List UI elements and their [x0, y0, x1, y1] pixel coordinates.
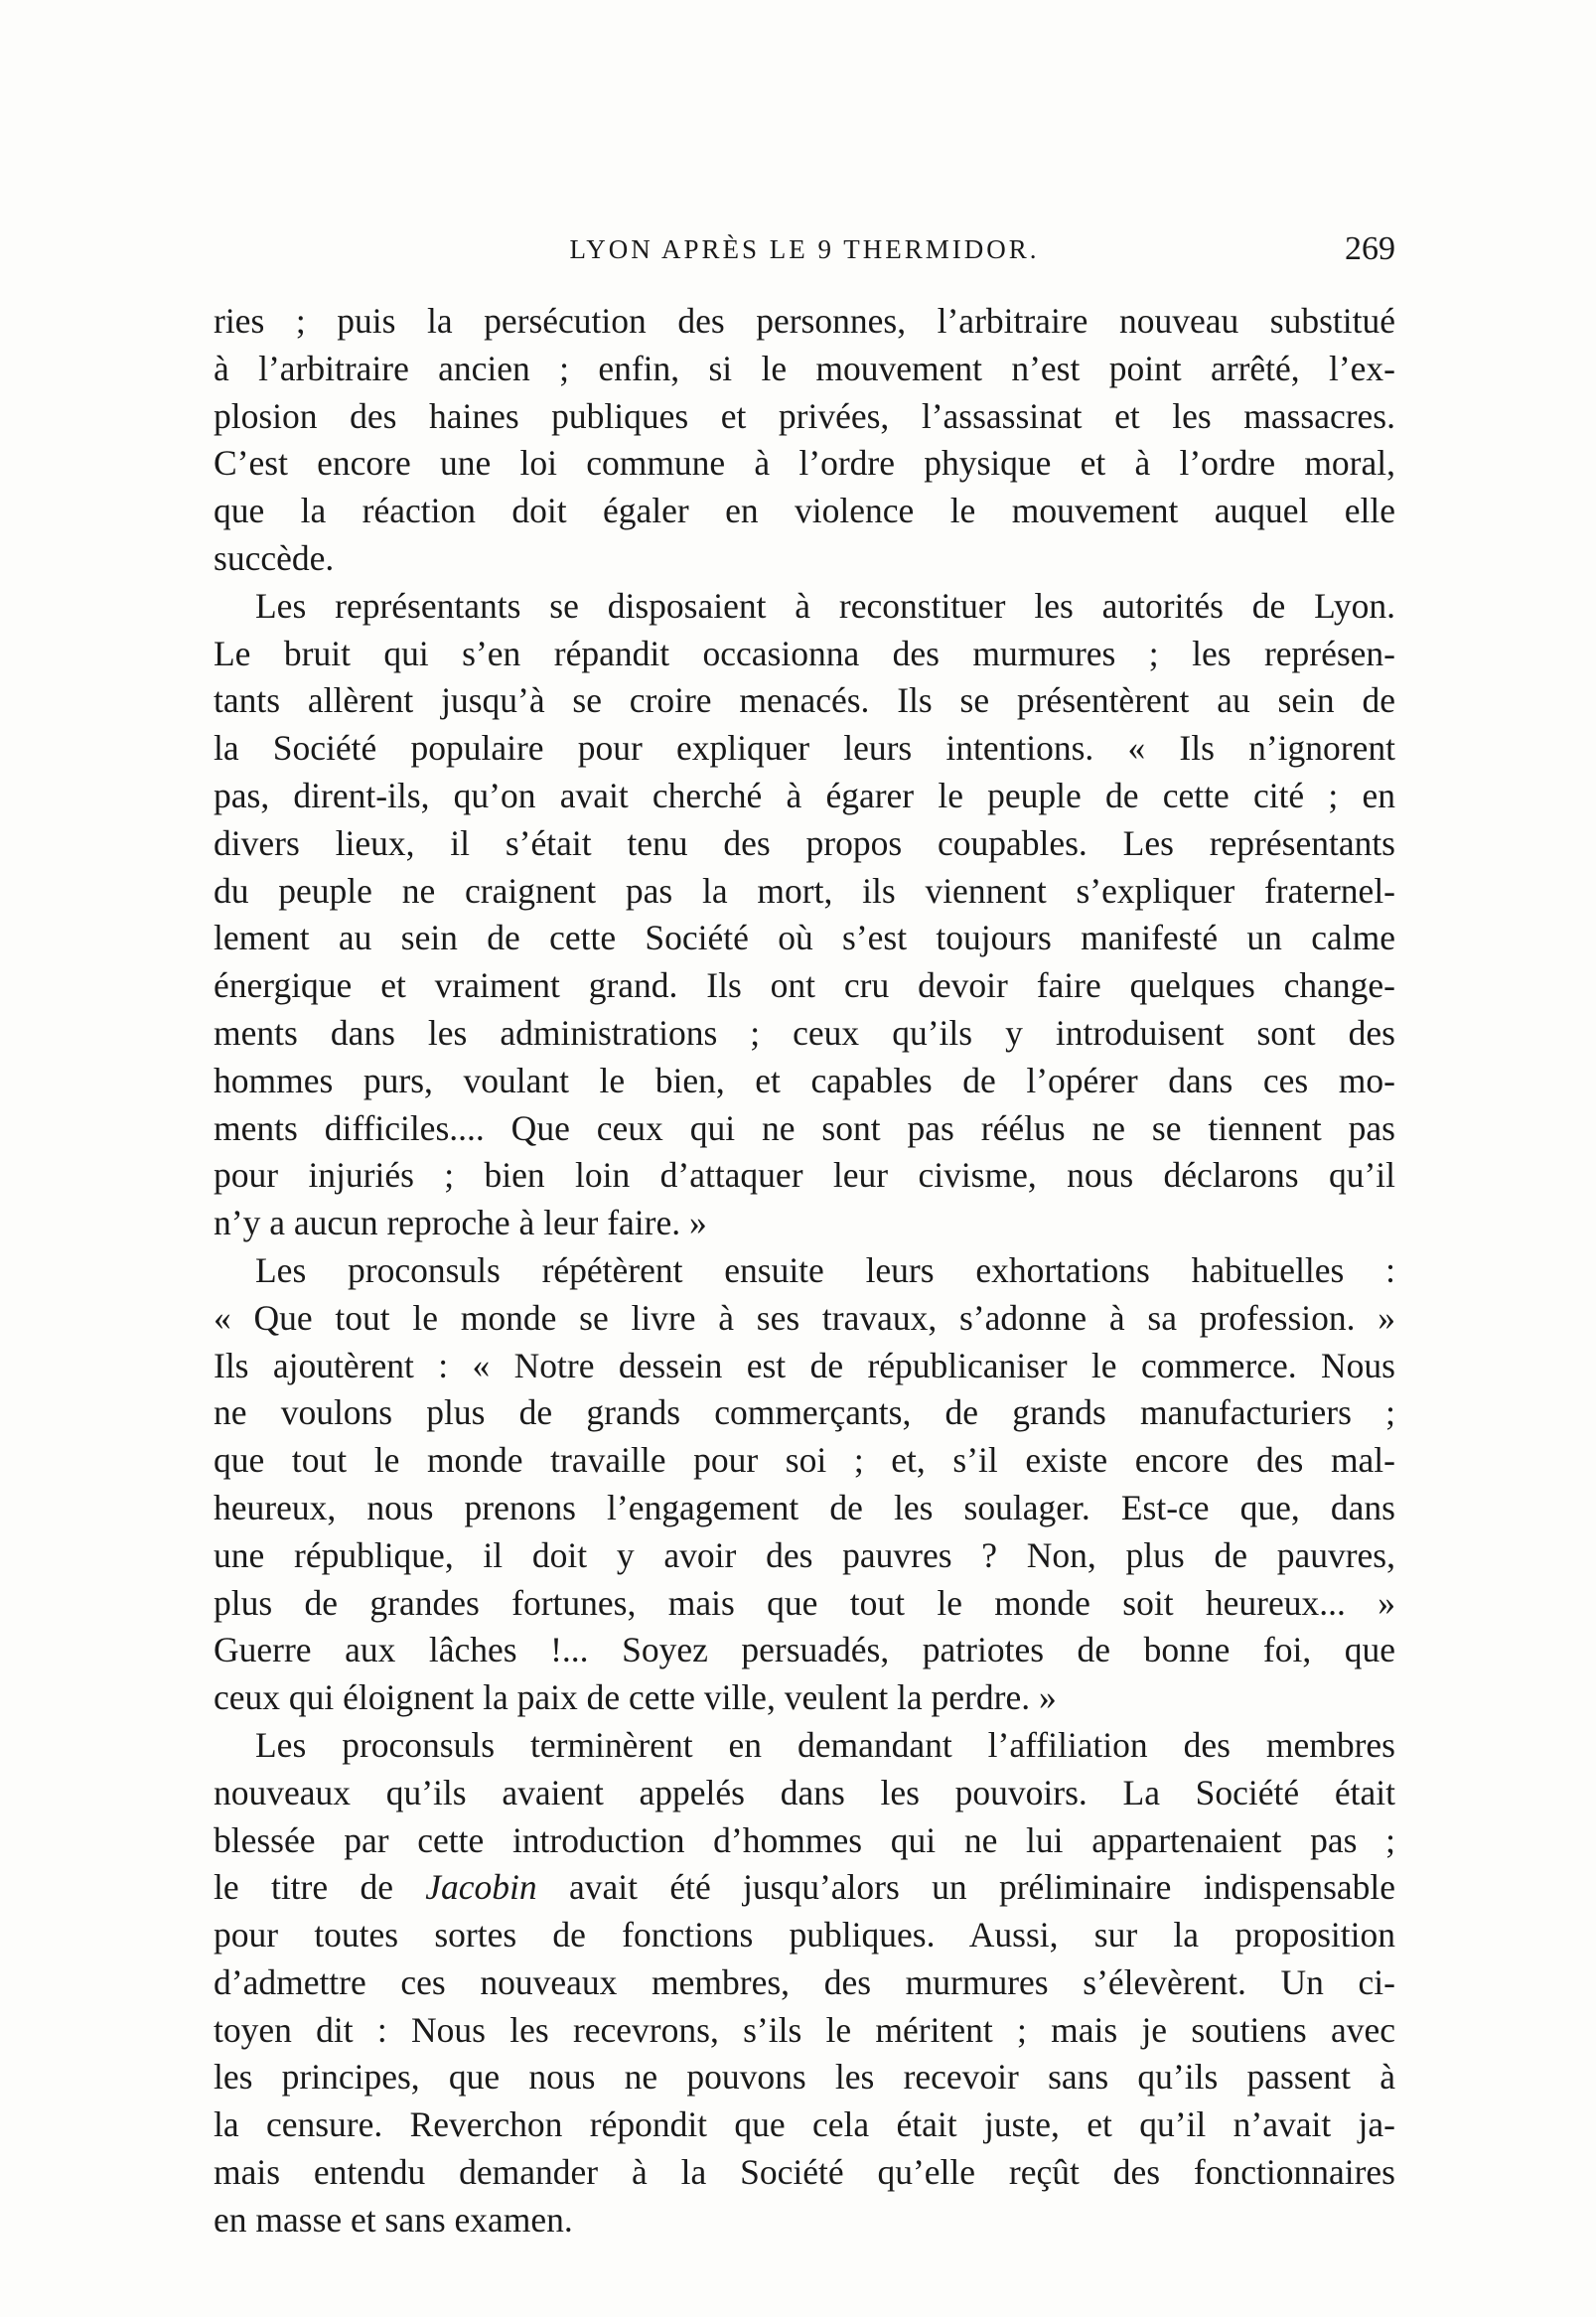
text-line: n’y a aucun reproche à leur faire. » — [214, 1203, 707, 1243]
text-line: le titre de Jacobin avait été jusqu’alors un préliminaire indispensable — [214, 1867, 1396, 1908]
running-title: LYON APRÈS LE 9 THERMIDOR. — [569, 234, 1040, 264]
text-line: la Société populaire pour expliquer leurs intentions. « Ils n’ignorent — [214, 728, 1395, 769]
text-line: d’admettre ces nouveaux membres, des murmures s’élevèrent. Un ci- — [214, 1961, 1395, 2002]
text-line: Guerre aux lâches !... Soyez persuadés, patriotes de bonne foi, que — [214, 1630, 1395, 1670]
text-line: pas, dirent-ils, qu’on avait cherché à égarer le peuple de cette cité ; en — [214, 775, 1395, 815]
text-line: plus de grandes fortunes, mais que tout le monde soit heureux... » — [214, 1582, 1395, 1623]
text-line: ments difficiles.... Que ceux qui ne sont pas réélus ne se tiennent pas — [214, 1107, 1395, 1148]
text-line: Les proconsuls répétèrent ensuite leurs exhortations habituelles : — [255, 1249, 1395, 1290]
running-head — [214, 230, 1395, 274]
text-line: lement au sein de cette Société où s’est toujours manifesté un calme — [214, 918, 1395, 958]
text-line: la censure. Reverchon répondit que cela était juste, et qu’il n’avait ja- — [214, 2104, 1395, 2145]
text-line: ries ; puis la persécution des personnes, l’arbitraire nouveau substitué — [214, 301, 1395, 341]
text-line: Les proconsuls terminèrent en demandant l’affiliation des membres — [255, 1724, 1395, 1765]
text-line: « Que tout le monde se livre à ses travaux, s’adonne à sa profession. » — [214, 1297, 1395, 1338]
text-line: énergique et vraiment grand. Ils ont cru devoir faire quelques change- — [214, 965, 1395, 1006]
text-line: heureux, nous prenons l’engagement de les soulager. Est-ce que, dans — [214, 1487, 1395, 1527]
text-line: les principes, que nous ne pouvons les recevoir sans qu’ils passent à — [214, 2057, 1395, 2098]
text-line: que la réaction doit égaler en violence le mouvement auquel elle — [214, 491, 1395, 531]
text-line: toyen dit : Nous les recevrons, s’ils le méritent ; mais je soutiens avec — [214, 2009, 1395, 2050]
text-line: du peuple ne craignent pas la mort, ils viennent s’expliquer fraternel- — [214, 870, 1395, 911]
text-line: mais entendu demander à la Société qu’elle reçût des fonctionnaires — [214, 2152, 1395, 2193]
text-line: ceux qui éloignent la paix de cette ville, veulent la perdre. » — [214, 1677, 1057, 1718]
text-line: Les représentants se disposaient à reconstituer les autorités de Lyon. — [255, 585, 1395, 626]
text-line: Le bruit qui s’en répandit occasionna des murmures ; les représen- — [214, 633, 1395, 673]
text-line: nouveaux qu’ils avaient appelés dans les pouvoirs. La Société était — [214, 1772, 1395, 1812]
text-line: une république, il doit y avoir des pauvres ? Non, plus de pauvres, — [214, 1534, 1395, 1575]
text-line: pour injuriés ; bien loin d’attaquer leur civisme, nous déclarons qu’il — [214, 1155, 1395, 1196]
body-text — [214, 298, 1395, 2245]
text-line: divers lieux, il s’était tenu des propos coupables. Les représentants — [214, 822, 1395, 863]
text-line: Ils ajoutèrent : « Notre dessein est de républicaniser le commerce. Nous — [214, 1345, 1395, 1385]
text-line: hommes purs, voulant le bien, et capables de l’opérer dans ces mo- — [214, 1060, 1395, 1100]
text-line: ne voulons plus de grands commerçants, de grands manufacturiers ; — [214, 1392, 1395, 1433]
text-line: que tout le monde travaille pour soi ; et, s’il existe encore des mal- — [214, 1440, 1395, 1481]
text-line: plosion des haines publiques et privées, l’assassinat et les massacres. — [214, 395, 1395, 436]
text-line: C’est encore une loi commune à l’ordre physique et à l’ordre moral, — [214, 443, 1395, 484]
text-line: pour toutes sortes de fonctions publiques. Aussi, sur la proposition — [214, 1915, 1395, 1955]
italic-word: Jacobin — [425, 1867, 537, 1908]
text-line: en masse et sans examen. — [214, 2199, 573, 2240]
text-line: succède. — [214, 537, 335, 578]
page-number: 269 — [1345, 230, 1395, 267]
text-line: tants allèrent jusqu’à se croire menacés. Ils se présentèrent au sein de — [214, 680, 1395, 721]
text-line: blessée par cette introduction d’hommes qui ne lui appartenaient pas ; — [214, 1819, 1395, 1860]
text-line: ments dans les administrations ; ceux qu’ils y introduisent sont des — [214, 1012, 1395, 1053]
text-line: à l’arbitraire ancien ; enfin, si le mouvement n’est point arrêté, l’ex- — [214, 348, 1395, 388]
